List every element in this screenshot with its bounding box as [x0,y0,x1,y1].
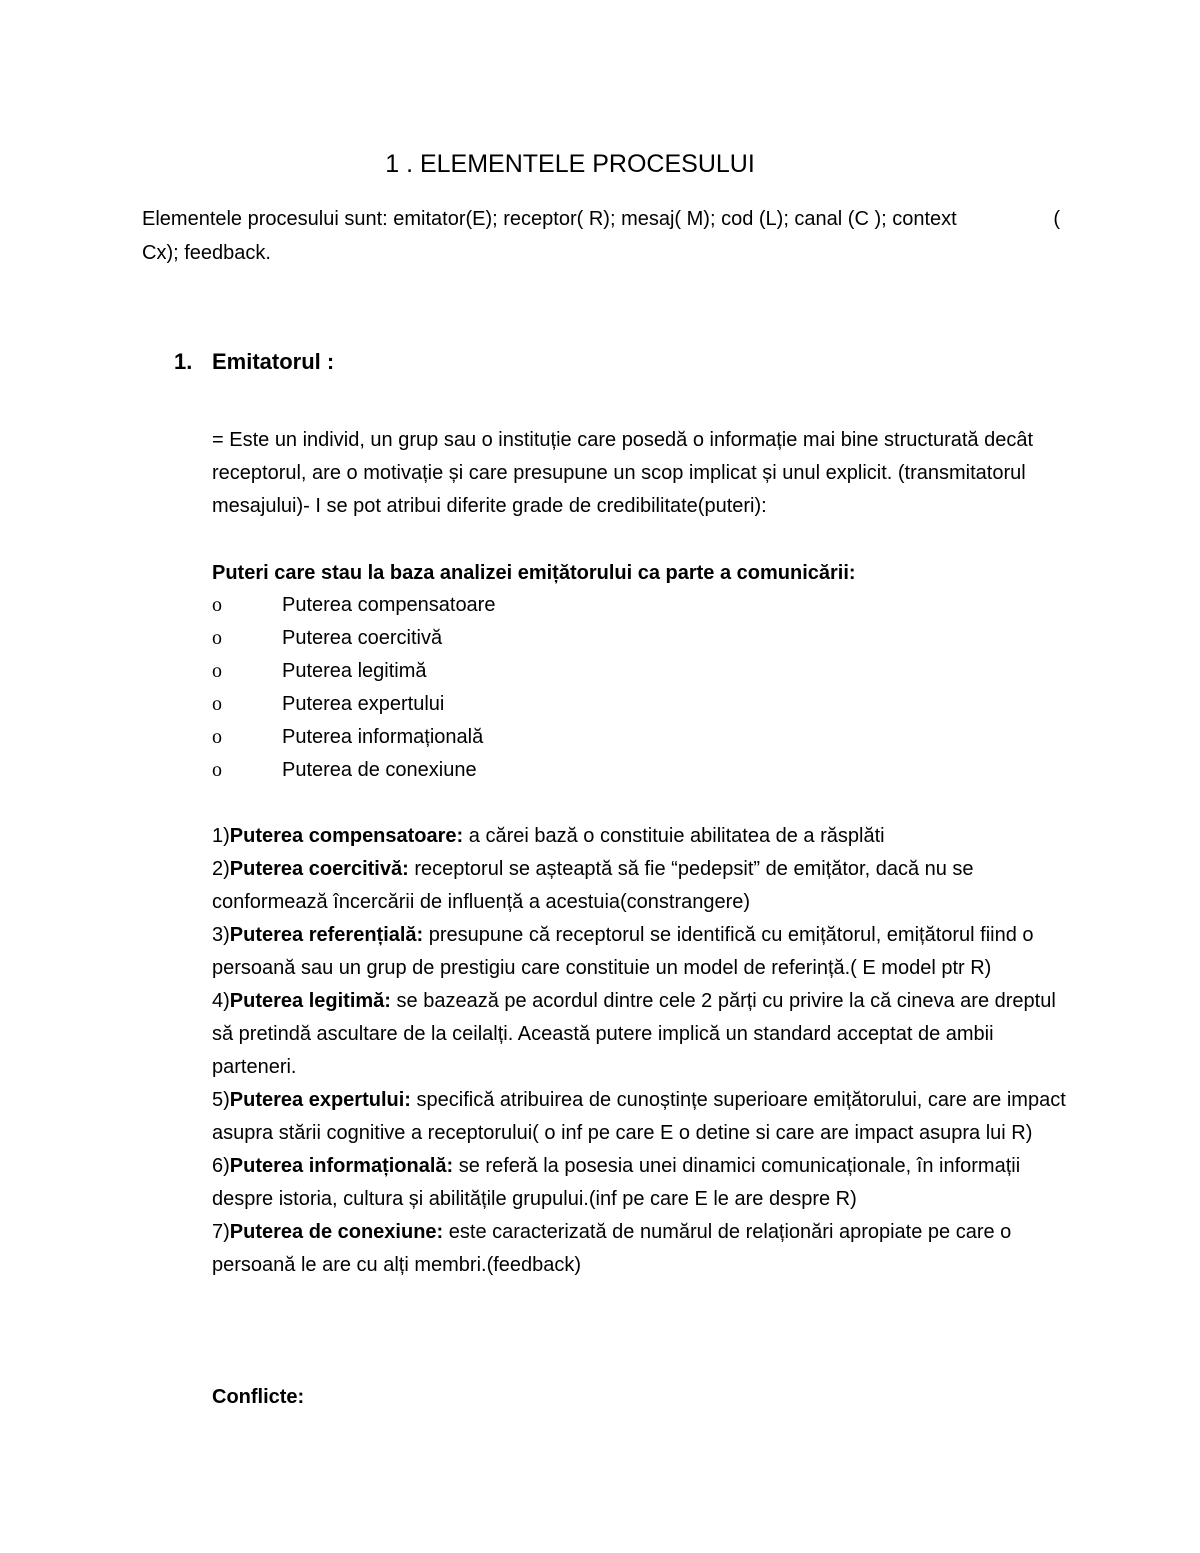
bullet-marker: o [212,693,222,715]
power-explanations [212,820,1072,1282]
list-item-text: Puterea compensatoare [282,594,496,616]
list-item-text: Puterea legitimă [282,660,427,682]
explanation-term: Puterea coercitivă: [229,858,409,880]
section-title: Emitatorul : [212,349,335,374]
list-item [212,589,495,622]
explanation-term: Puterea referențială: [229,924,424,946]
list-item [212,721,495,754]
explanation-term: Puterea informațională: [229,1155,454,1177]
page-title: 1 . ELEMENTELE PROCESULUI [385,150,755,178]
explanation-paragraph [212,919,1072,985]
explanation-text: se referă la posesia unei dinamici comunicaționale, în informații despre istoria, cultura și abilitățile grupului.(inf pe care E le are despre R) [212,1155,1021,1210]
explanation-text: presupune că receptorul se identifică cu emițătorul, emițătorul fiind o persoană sau un grup de prestigiu care constituie un model de referință.( E model ptr R) [212,924,1034,979]
section-heading-emitatorul [174,344,334,380]
bullet-marker: o [212,726,222,748]
bullet-marker: o [212,660,222,682]
list-item [212,754,495,787]
explanation-text: specifică atribuirea de cunoștințe superioare emițătorului, care are impact asupra stării cognitive a receptorului( o inf pe care E o detine si care are impact asupra lui R) [212,1089,1066,1144]
explanation-paragraph [212,1084,1072,1150]
explanation-paragraph [212,985,1072,1084]
explanation-term: Puterea legitimă: [229,990,391,1012]
intro-line-2: Cx); feedback. [142,242,271,264]
list-item [212,655,495,688]
powers-list [212,589,495,787]
explanation-number: 1) [212,825,230,847]
section-number: 1. [174,349,193,374]
explanation-number: 5) [212,1089,230,1111]
conflicts-heading: Conflicte: [212,1386,305,1408]
explanation-text: receptorul se așteaptă să fie “pedepsit” de emițător, dacă nu se conformează încercării de influență a acestuia(constrangere) [212,858,974,913]
explanation-term: Puterea de conexiune: [229,1221,444,1243]
definition-paragraph: = Este un individ, un grup sau o instituție care posedă o informație mai bine structurată decât receptorul, are o motivație și care presupune un scop implicat și unul explicit. (transmitatorul mesajului)- I se pot atribui diferite grade de credibilitate(puteri): [212,429,1034,517]
powers-title: Puteri care stau la baza analizei emițătorului ca parte a comunicării: [212,562,856,584]
intro-line-1 [142,202,1060,236]
list-item [212,622,495,655]
explanation-term: Puterea compensatoare: [229,825,464,847]
explanation-text: este caracterizată de numărul de relaționări apropiate pe care o persoană le are cu alți membri.(feedback) [212,1221,1012,1276]
explanation-number: 6) [212,1155,230,1177]
bullet-marker: o [212,627,222,649]
intro-paragraph [142,202,1060,270]
explanation-paragraph [212,1150,1072,1216]
explanation-text: se bazează pe acordul dintre cele 2 părți cu privire la că cineva are dreptul să pretindă ascultare de la ceilalți. Această putere implică un standard acceptat de ambii parteneri. [212,990,1056,1078]
list-item [212,688,495,721]
list-item-text: Puterea informațională [282,726,484,748]
explanation-number: 2) [212,858,230,880]
explanation-paragraph [212,820,1072,853]
explanation-paragraph [212,1216,1072,1282]
intro-line-1-paren: ( [1053,208,1060,230]
bullet-marker: o [212,759,222,781]
explanation-paragraph [212,853,1072,919]
list-item-text: Puterea coercitivă [282,627,443,649]
explanation-number: 7) [212,1221,230,1243]
list-item-text: Puterea expertului [282,693,445,715]
explanation-term: Puterea expertului: [229,1089,411,1111]
list-item-text: Puterea de conexiune [282,759,477,781]
explanation-number: 4) [212,990,230,1012]
intro-line-1-text: Elementele procesului sunt: emitator(E); receptor( R); mesaj( M); cod (L); canal (C ); context [142,208,957,230]
explanation-number: 3) [212,924,230,946]
explanation-text: a cărei bază o constituie abilitatea de a răsplăti [463,825,885,847]
bullet-marker: o [212,594,222,616]
